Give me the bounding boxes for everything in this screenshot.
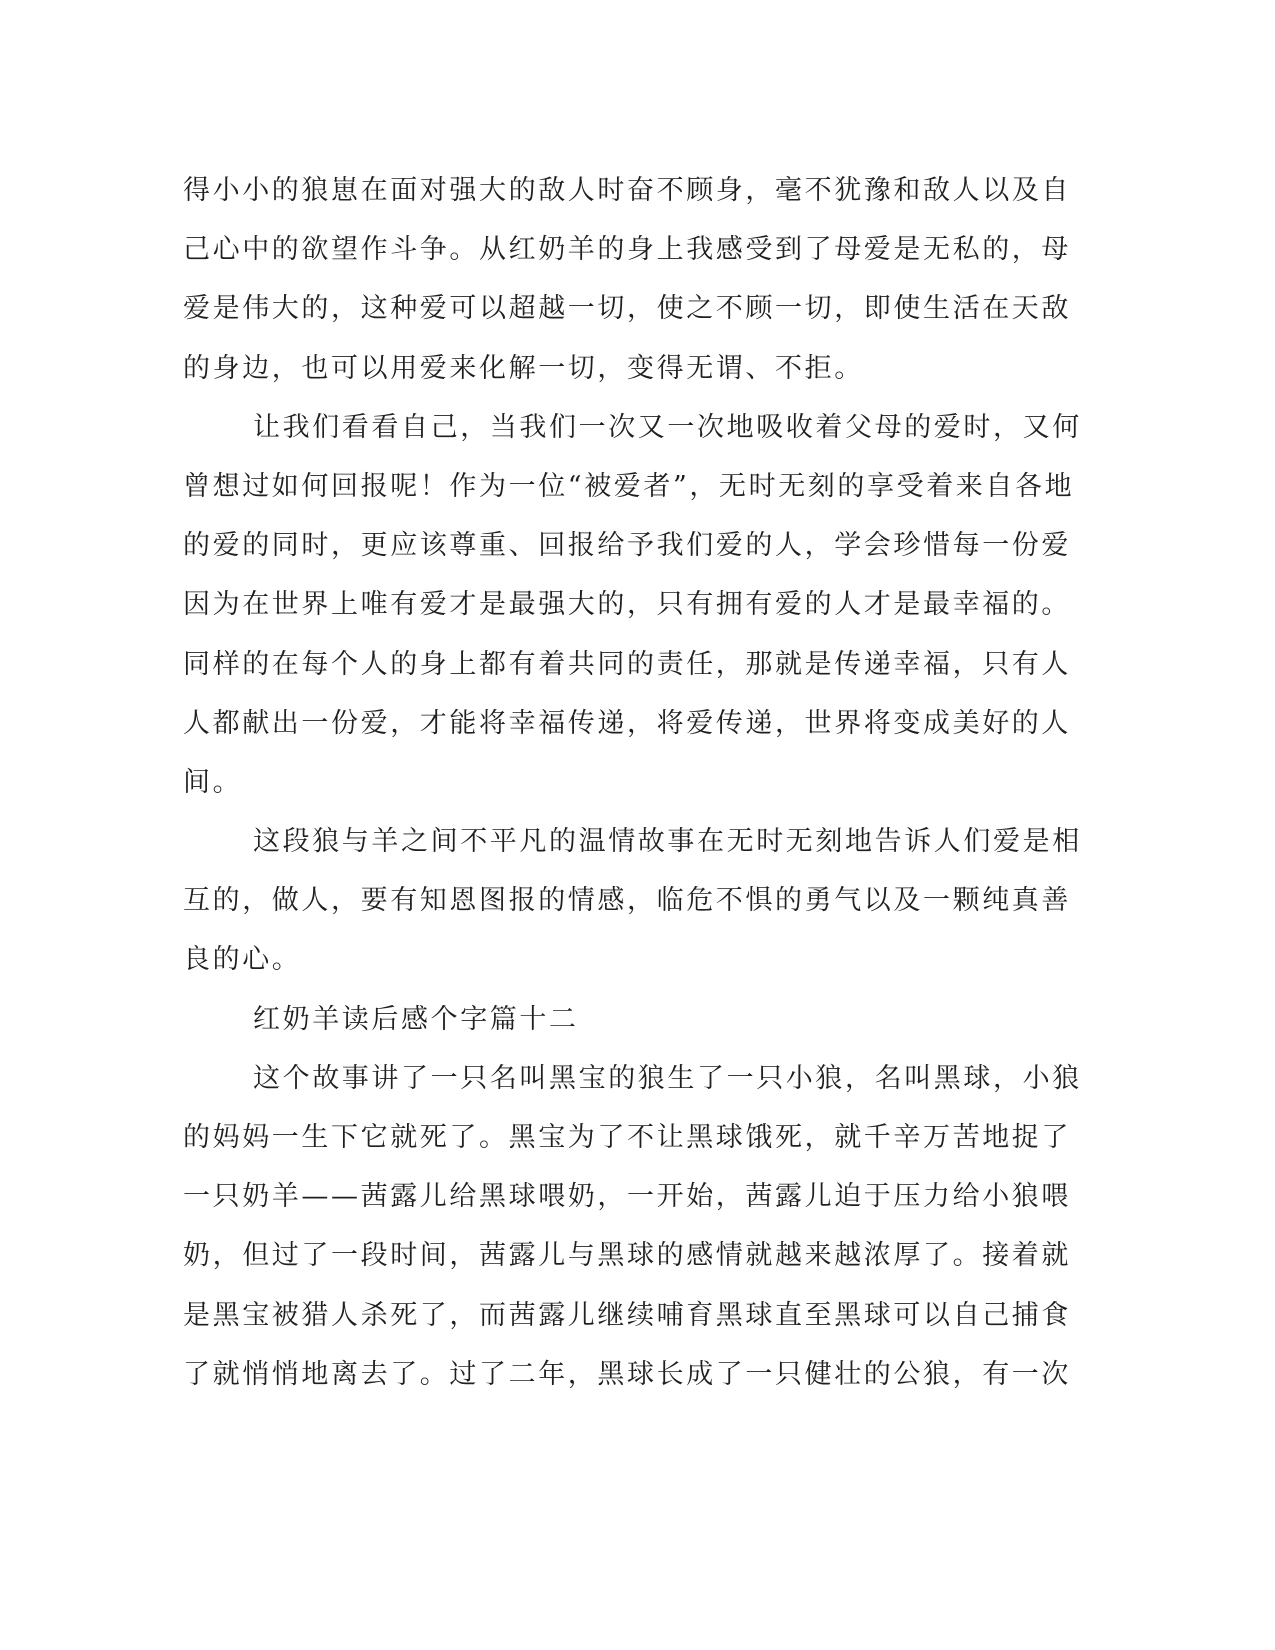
paragraph-4-line: 了就悄悄地离去了。过了二年，黑球长成了一只健壮的公狼，有一次 [183, 1358, 1071, 1390]
paragraph-3-line: 互的，做人，要有知恩图报的情感，临危不惧的勇气以及一颗纯真善 [183, 885, 1071, 917]
paragraph-4-line: 的妈妈一生下它就死了。黑宝为了不让黑球饿死，就千辛万苦地捉了 [183, 1122, 1071, 1153]
document-body [183, 161, 1082, 1404]
paragraph-1-line: 爱是伟大的，这种爱可以超越一切，使之不顾一切，即使生活在天敌 [183, 293, 1071, 325]
paragraph-2-line: 人都献出一份爱，才能将幸福传递，将爱传递，世界将变成美好的人 [183, 707, 1071, 739]
paragraph-3-line: 这段狼与羊之间不平凡的温情故事在无时无刻地告诉人们爱是相 [253, 826, 1082, 858]
paragraph-1-line: 己心中的欲望作斗争。从红奶羊的身上我感受到了母爱是无私的，母 [183, 234, 1071, 266]
paragraph-2-line: 同样的在每个人的身上都有着共同的责任，那就是传递幸福，只有人 [183, 648, 1071, 680]
paragraph-2-line: 间。 [183, 766, 243, 798]
paragraph-2-line: 曾想过如何回报呢！作为一位“被爱者”，无时无刻的享受着来自各地 [183, 470, 1075, 502]
paragraph-2-line: 让我们看看自己，当我们一次又一次地吸收着父母的爱时，又何 [253, 411, 1082, 443]
paragraph-4-line: 奶，但过了一段时间，茜露儿与黑球的感情就越来越浓厚了。接着就 [183, 1240, 1071, 1272]
paragraph-4-line: 这个故事讲了一只名叫黑宝的狼生了一只小狼，名叫黑球，小狼 [253, 1062, 1082, 1094]
paragraph-1-line: 的身边，也可以用爱来化解一切，变得无谓、不拒。 [183, 352, 864, 384]
paragraph-2-line: 因为在世界上唯有爱才是最强大的，只有拥有爱的人才是最幸福的。 [183, 589, 1071, 621]
paragraph-2-line: 的爱的同时，更应该尊重、回报给予我们爱的人，学会珍惜每一份爱 [183, 530, 1071, 562]
paragraph-4-line: 一只奶羊——茜露儿给黑球喂奶，一开始，茜露儿迫于压力给小狼喂 [183, 1181, 1071, 1213]
paragraph-1-line: 得小小的狼崽在面对强大的敌人时奋不顾身，毫不犹豫和敌人以及自 [183, 175, 1071, 206]
section-heading: 红奶羊读后感个字篇十二 [253, 1003, 579, 1035]
paragraph-4-line: 是黑宝被猎人杀死了，而茜露儿继续哺育黑球直至黑球可以自己捕食 [183, 1299, 1071, 1331]
paragraph-3-line: 良的心。 [183, 944, 302, 976]
